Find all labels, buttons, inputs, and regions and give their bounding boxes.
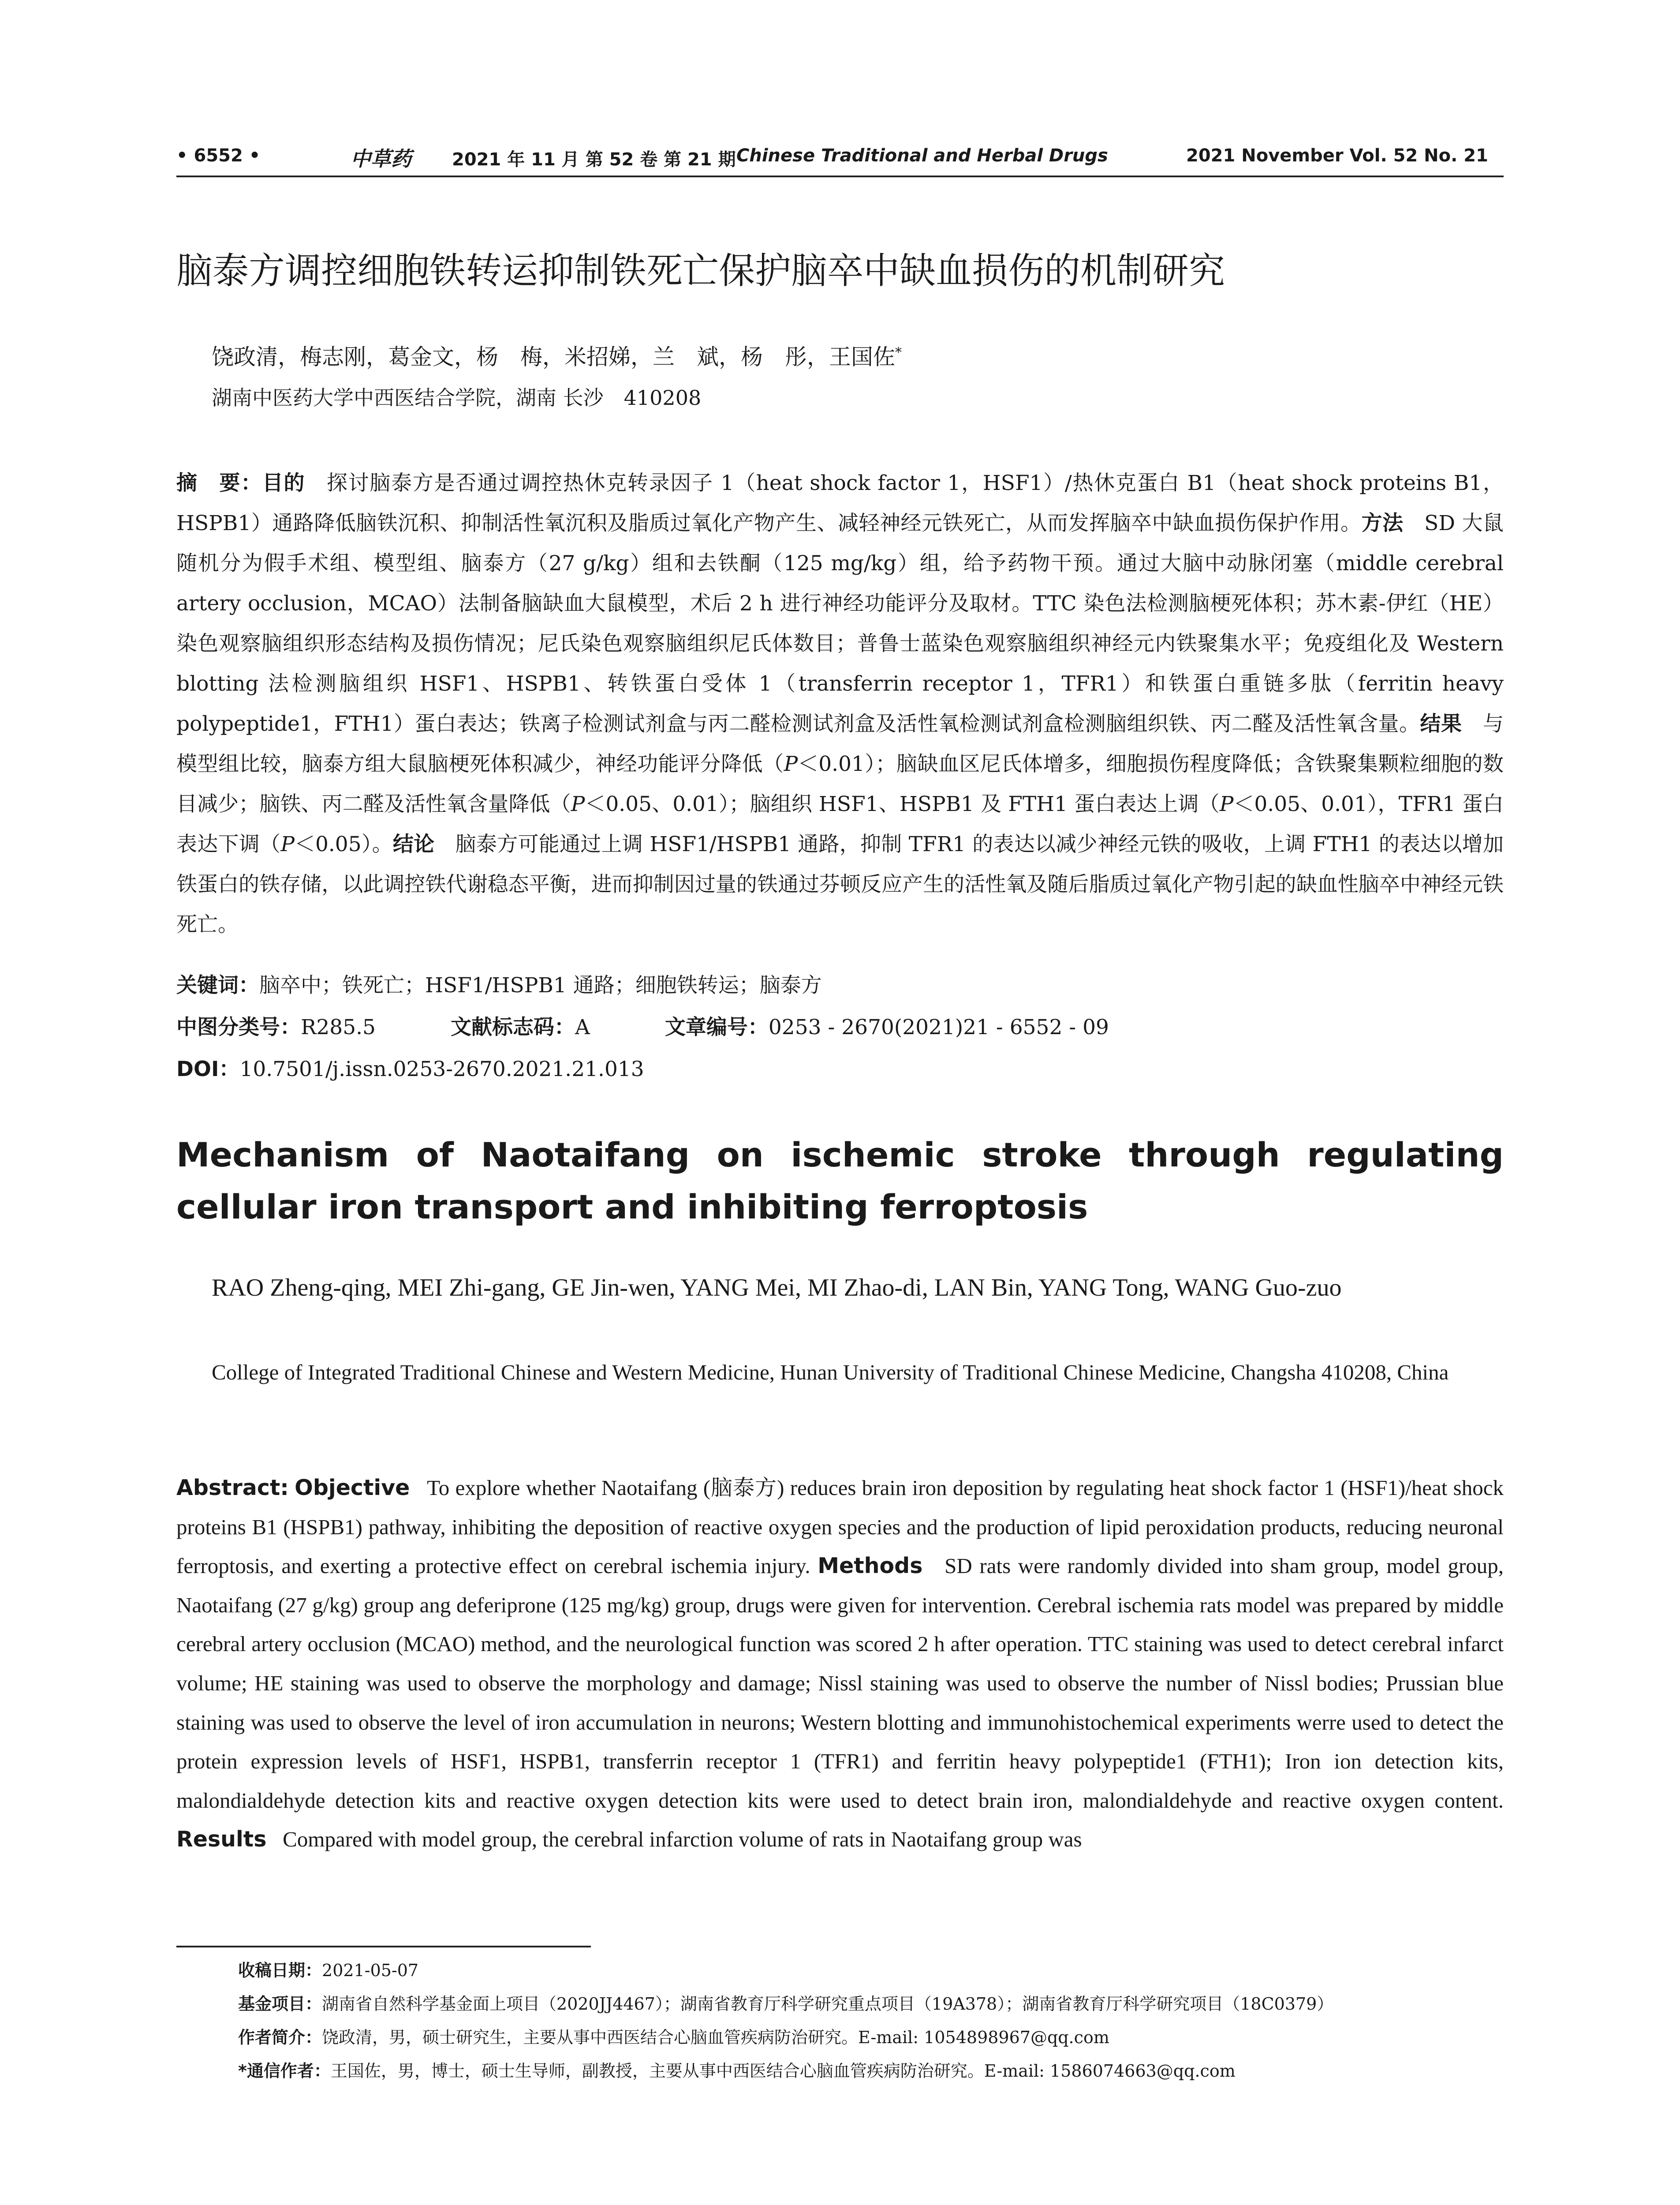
fund-value: 湖南省自然科学基金面上项目（2020JJ4467）；湖南省教育厅科学研究重点项目（19A378）；湖南省教育厅科学研究项目（18C0379） (322, 1994, 1334, 2014)
methods-label-cn: 方法 (1361, 511, 1404, 535)
p-value-symbol: P (280, 832, 295, 856)
methods-text-cn: SD 大鼠随机分为假手术组、模型组、脑泰方（27 g/kg）组和去铁酮（125 mg/kg）组，给予药物干预。通过大脑中动脉闭塞（middle cerebral artery occlusion，MCAO）法制备脑缺血大鼠模型，术后 2 h 进行神经功能评分及取材。TTC 染色法检测脑梗死体积；苏木素-伊红（HE）染色观察脑组织形态结构及损伤情况；尼氏染色观察脑组织尼氏体数目；普鲁士蓝染色观察脑组织神经元内铁聚集水平；免疫组化及 Western blotting 法检测脑组织 HSF1、HSPB1、转铁蛋白受体 1（transferrin receptor 1，TFR1）和铁蛋白重链多肽（ferritin heavy polypeptide1，FTH1）蛋白表达；铁离子检测试剂盒与丙二醛检测试剂盒及活性氧检测试剂盒检测脑组织铁、丙二醛及活性氧含量。 (176, 511, 1504, 736)
journal-name-cn: 中草药 (351, 147, 411, 171)
doi-label: DOI： (176, 1057, 240, 1081)
article-number-value: 0253 - 2670(2021)21 - 6552 - 09 (768, 1015, 1109, 1039)
header-rule (176, 176, 1504, 177)
article-title-cn: 脑泰方调控细胞铁转运抑制铁死亡保护脑卒中缺血损伤的机制研究 (176, 250, 1225, 292)
article-title-en: Mechanism of Naotaifang on ischemic stroke through regulating cellular iron transport and inhibiting ferroptosis (176, 1135, 1504, 1226)
results-text-cn-4: ＜0.05、0.01），TFR1 蛋白表达下调（ (176, 792, 1504, 856)
doc-code-label: 文献标志码： (450, 1015, 575, 1039)
bio-value: 饶政清，男，硕士研究生，主要从事中西医结合心脑血管疾病防治研究。E-mail: 1054898967@qq.com (322, 2028, 1109, 2047)
corresponding-mark: * (895, 345, 902, 360)
keywords-cn (176, 970, 1504, 1001)
objective-text-cn: 探讨脑泰方是否通过调控热休克转录因子 1（heat shock factor 1，HSF1）/热休克蛋白 B1（heat shock proteins B1，HSPB1）通路降低脑铁沉积、抑制活性氧沉积及脂质过氧化产物产生、减轻神经元铁死亡，从而发挥脑卒中缺血损伤保护作用。 (176, 471, 1504, 535)
article-number-label: 文章编号： (665, 1015, 769, 1039)
abstract-cn (176, 463, 1504, 945)
conclusion-label-cn: 结论 (392, 832, 435, 856)
objective-label-cn: 目的 (262, 471, 306, 495)
affiliation-en: College of Integrated Traditional Chinese and Western Medicine, Hunan University of Traditional Chinese Medicine, Changsha 410208, China (212, 1360, 1449, 1384)
methods-label-en: Methods (818, 1553, 923, 1579)
received-label: 收稿日期： (238, 1961, 322, 1980)
objective-text-en: To explore whether Naotaifang (脑泰方) reduces brain iron deposition by regulating heat shock factor 1 (HSF1)/heat shock proteins B1 (HSPB1) pathway, inhibiting the deposition of reactive oxygen species and the production of lipid peroxidation products, reducing neuronal ferroptosis, and exerting a protective effect on cerebral ischemia injury. (176, 1476, 1504, 1578)
footnote-corresponding (238, 2054, 1504, 2088)
corresponding-value: 王国佐，男，博士，硕士生导师，副教授，主要从事中西医结合心脑血管疾病防治研究。E-mail: 1586074663@qq.com (330, 2061, 1236, 2081)
journal-name-en: Chinese Traditional and Herbal Drugs (736, 146, 1108, 166)
objective-label-en: Objective (295, 1475, 410, 1500)
p-value-symbol: P (784, 752, 798, 776)
running-header (176, 141, 1504, 173)
bio-label: 作者简介： (238, 2028, 322, 2047)
footnote-fund (238, 1987, 1504, 2021)
footnote-author-bio (238, 2021, 1504, 2054)
affiliation-cn: 湖南中医药大学中西医结合学院，湖南 长沙 410208 (212, 386, 702, 410)
results-label-en: Results (176, 1827, 267, 1852)
p-value-symbol: P (571, 792, 585, 816)
abstract-label-en: Abstract: (176, 1475, 289, 1500)
doc-code-value: A (575, 1015, 590, 1039)
authors-cn-names: 饶政清，梅志刚，葛金文，杨 梅，米招娣，兰 斌，杨 彤，王国佐 (212, 344, 895, 370)
doi-value: 10.7501/j.issn.0253-2670.2021.21.013 (239, 1057, 644, 1081)
keywords-label-cn: 关键词： (176, 973, 259, 998)
authors-cn (212, 337, 902, 373)
abstract-label-cn: 摘 要： (176, 471, 262, 495)
results-text-cn-1: 与模型组比较，脑泰方组大鼠脑梗死体积减少，神经功能评分降低（ (176, 712, 1504, 776)
issue-cn: 2021 年 11 月 第 52 卷 第 21 期 (452, 149, 736, 170)
methods-text-en: SD rats were randomly divided into sham group, model group, Naotaifang (27 g/kg) group ang deferiprone (125 mg/kg) group, drugs were given for intervention. Cerebral ischemia rats model was prepared by middle cerebral artery occlusion (MCAO) method, and the neurological function was scored 2 h after operation. TTC staining was used to detect cerebral infarct volume; HE staining was used to observe the morphology and damage; Nissl staining was used to observe the number of Nissl bodies; Prussian blue staining was used to observe the level of iron accumulation in neurons; Western blotting and immunohistochemical experiments werre used to detect the protein expression levels of HSF1, HSPB1, transferrin receptor 1 (TFR1) and ferritin heavy polypeptide1 (FTH1); Iron ion detection kits, malondialdehyde detection kits and reactive oxygen detection kits were used to detect brain iron, malondialdehyde and reactive oxygen content. (176, 1554, 1504, 1813)
p-value-symbol: P (1219, 792, 1234, 816)
corresponding-label: *通信作者： (238, 2061, 331, 2081)
doi-line (176, 1054, 1504, 1085)
footnote-rule (176, 1946, 591, 1947)
classification-line (176, 1012, 1504, 1043)
results-text-cn-2: ＜0.01）；脑缺血区尼氏体增多，细胞损伤程度降低；含铁聚集颗粒细胞的数目减少；脑铁、丙二醛及活性氧含量降低（ (176, 752, 1504, 816)
footnote-received (238, 1954, 1504, 1987)
page-number: • 6552 • (176, 146, 261, 166)
results-label-cn: 结果 (1420, 712, 1462, 736)
received-value: 2021-05-07 (322, 1961, 419, 1980)
clc-label: 中图分类号： (176, 1015, 301, 1039)
authors-en: RAO Zheng-qing, MEI Zhi-gang, GE Jin-wen, YANG Mei, MI Zhao-di, LAN Bin, YANG Tong, WANG Guo-zuo (212, 1274, 1342, 1301)
clc-value: R285.5 (301, 1015, 376, 1039)
abstract-en (176, 1469, 1504, 1859)
conclusion-text-cn: 脑泰方可能通过上调 HSF1/HSPB1 通路，抑制 TFR1 的表达以减少神经元铁的吸收，上调 FTH1 的表达以增加铁蛋白的铁存储，以此调控铁代谢稳态平衡，进而抑制因过量的铁通过芬顿反应产生的活性氧及随后脂质过氧化产物引起的缺血性脑卒中神经元铁死亡。 (176, 832, 1504, 937)
footnotes (238, 1954, 1504, 2088)
keywords-text-cn: 脑卒中；铁死亡；HSF1/HSPB1 通路；细胞铁转运；脑泰方 (259, 973, 822, 998)
results-text-en: Compared with model group, the cerebral infarction volume of rats in Naotaifang group was (283, 1827, 1082, 1852)
results-text-cn-3: ＜0.05、0.01）；脑组织 HSF1、HSPB1 及 FTH1 蛋白表达上调（ (585, 792, 1220, 816)
fund-label: 基金项目： (238, 1994, 322, 2014)
issue-en: 2021 November Vol. 52 No. 21 (1186, 146, 1488, 166)
results-text-cn-5: ＜0.05）。 (294, 832, 393, 856)
